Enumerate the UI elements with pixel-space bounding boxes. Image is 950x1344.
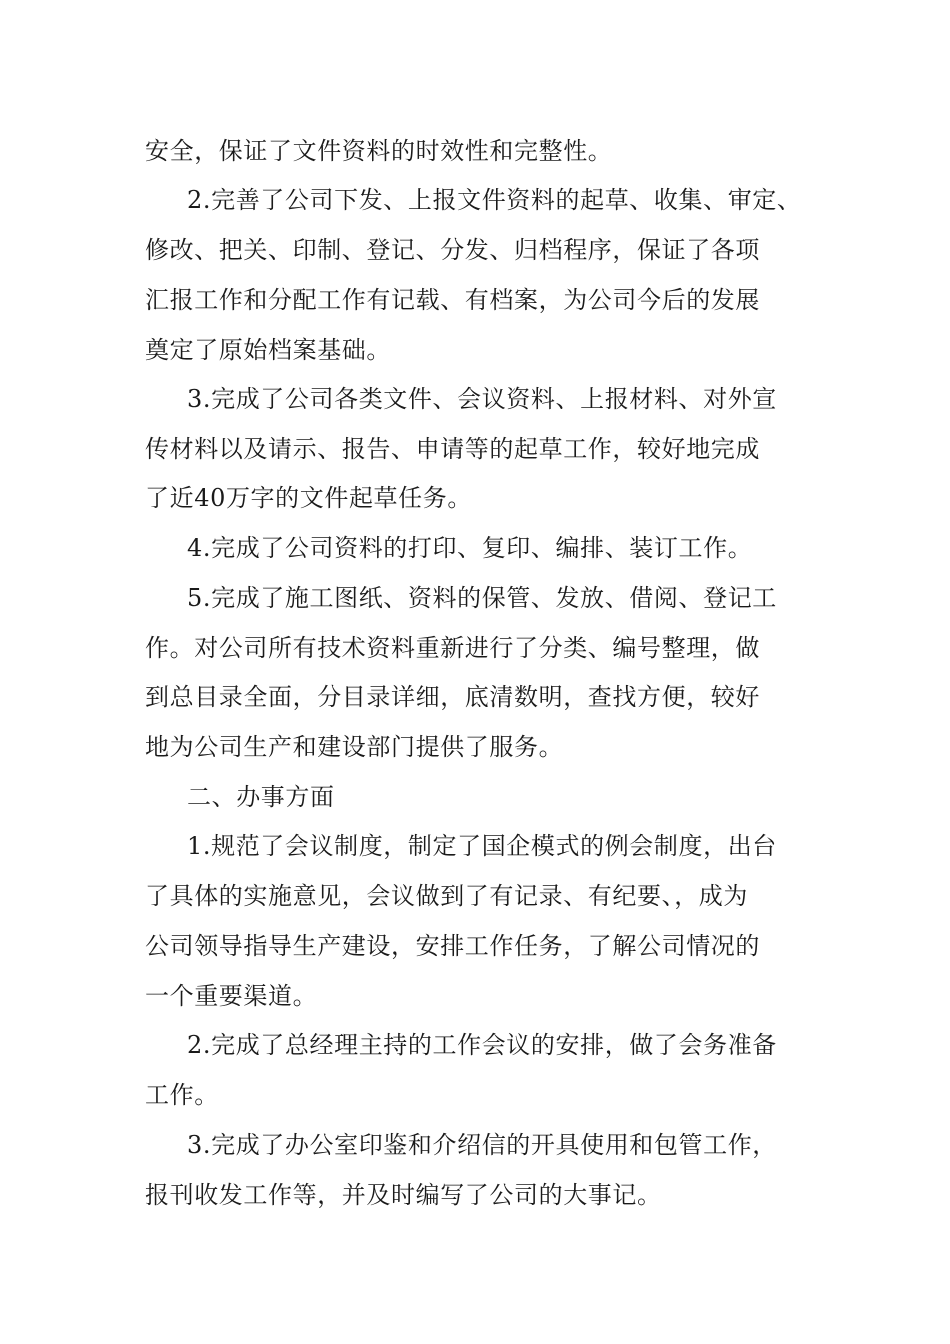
text-line: 3.完成了公司各类文件、会议资料、上报材料、对外宣 (187, 385, 777, 413)
text-line: 工作。 (145, 1081, 219, 1109)
text-line: 5.完成了施工图纸、资料的保管、发放、借阅、登记工 (187, 584, 777, 612)
text-line: 了近40万字的文件起草任务。 (145, 484, 472, 512)
text-line: 奠定了原始档案基础。 (145, 336, 391, 364)
text-line: 公司领导指导生产建设，安排工作任务，了解公司情况的 (145, 932, 760, 960)
text-line: 地为公司生产和建设部门提供了服务。 (145, 733, 564, 761)
text-line: 修改、把关、印制、登记、分发、归档程序，保证了各项 (145, 236, 760, 264)
text-line: 一个重要渠道。 (145, 982, 318, 1010)
text-line: 到总目录全面，分目录详细，底清数明，查找方便，较好 (145, 683, 760, 711)
text-line: 报刊收发工作等，并及时编写了公司的大事记。 (145, 1181, 662, 1209)
text-line: 4.完成了公司资料的打印、复印、编排、装订工作。 (187, 534, 753, 562)
text-line: 3.完成了办公室印鉴和介绍信的开具使用和包管工作， (187, 1131, 777, 1159)
text-line: 汇报工作和分配工作有记载、有档案，为公司今后的发展 (145, 286, 760, 314)
text-line: 传材料以及请示、报告、申请等的起草工作，较好地完成 (145, 435, 760, 463)
text-line: 了具体的实施意见，会议做到了有记录、有纪要、，成为 (145, 882, 748, 910)
text-line: 1.规范了会议制度，制定了国企模式的例会制度，出台 (187, 832, 777, 860)
text-line: 安全，保证了文件资料的时效性和完整性。 (145, 137, 613, 165)
text-line: 2.完善了公司下发、上报文件资料的起草、收集、审定、 (187, 186, 802, 214)
section-heading: 二、办事方面 (187, 783, 335, 811)
text-line: 作。对公司所有技术资料重新进行了分类、编号整理，做 (145, 634, 760, 662)
text-line: 2.完成了总经理主持的工作会议的安排，做了会务准备 (187, 1031, 777, 1059)
